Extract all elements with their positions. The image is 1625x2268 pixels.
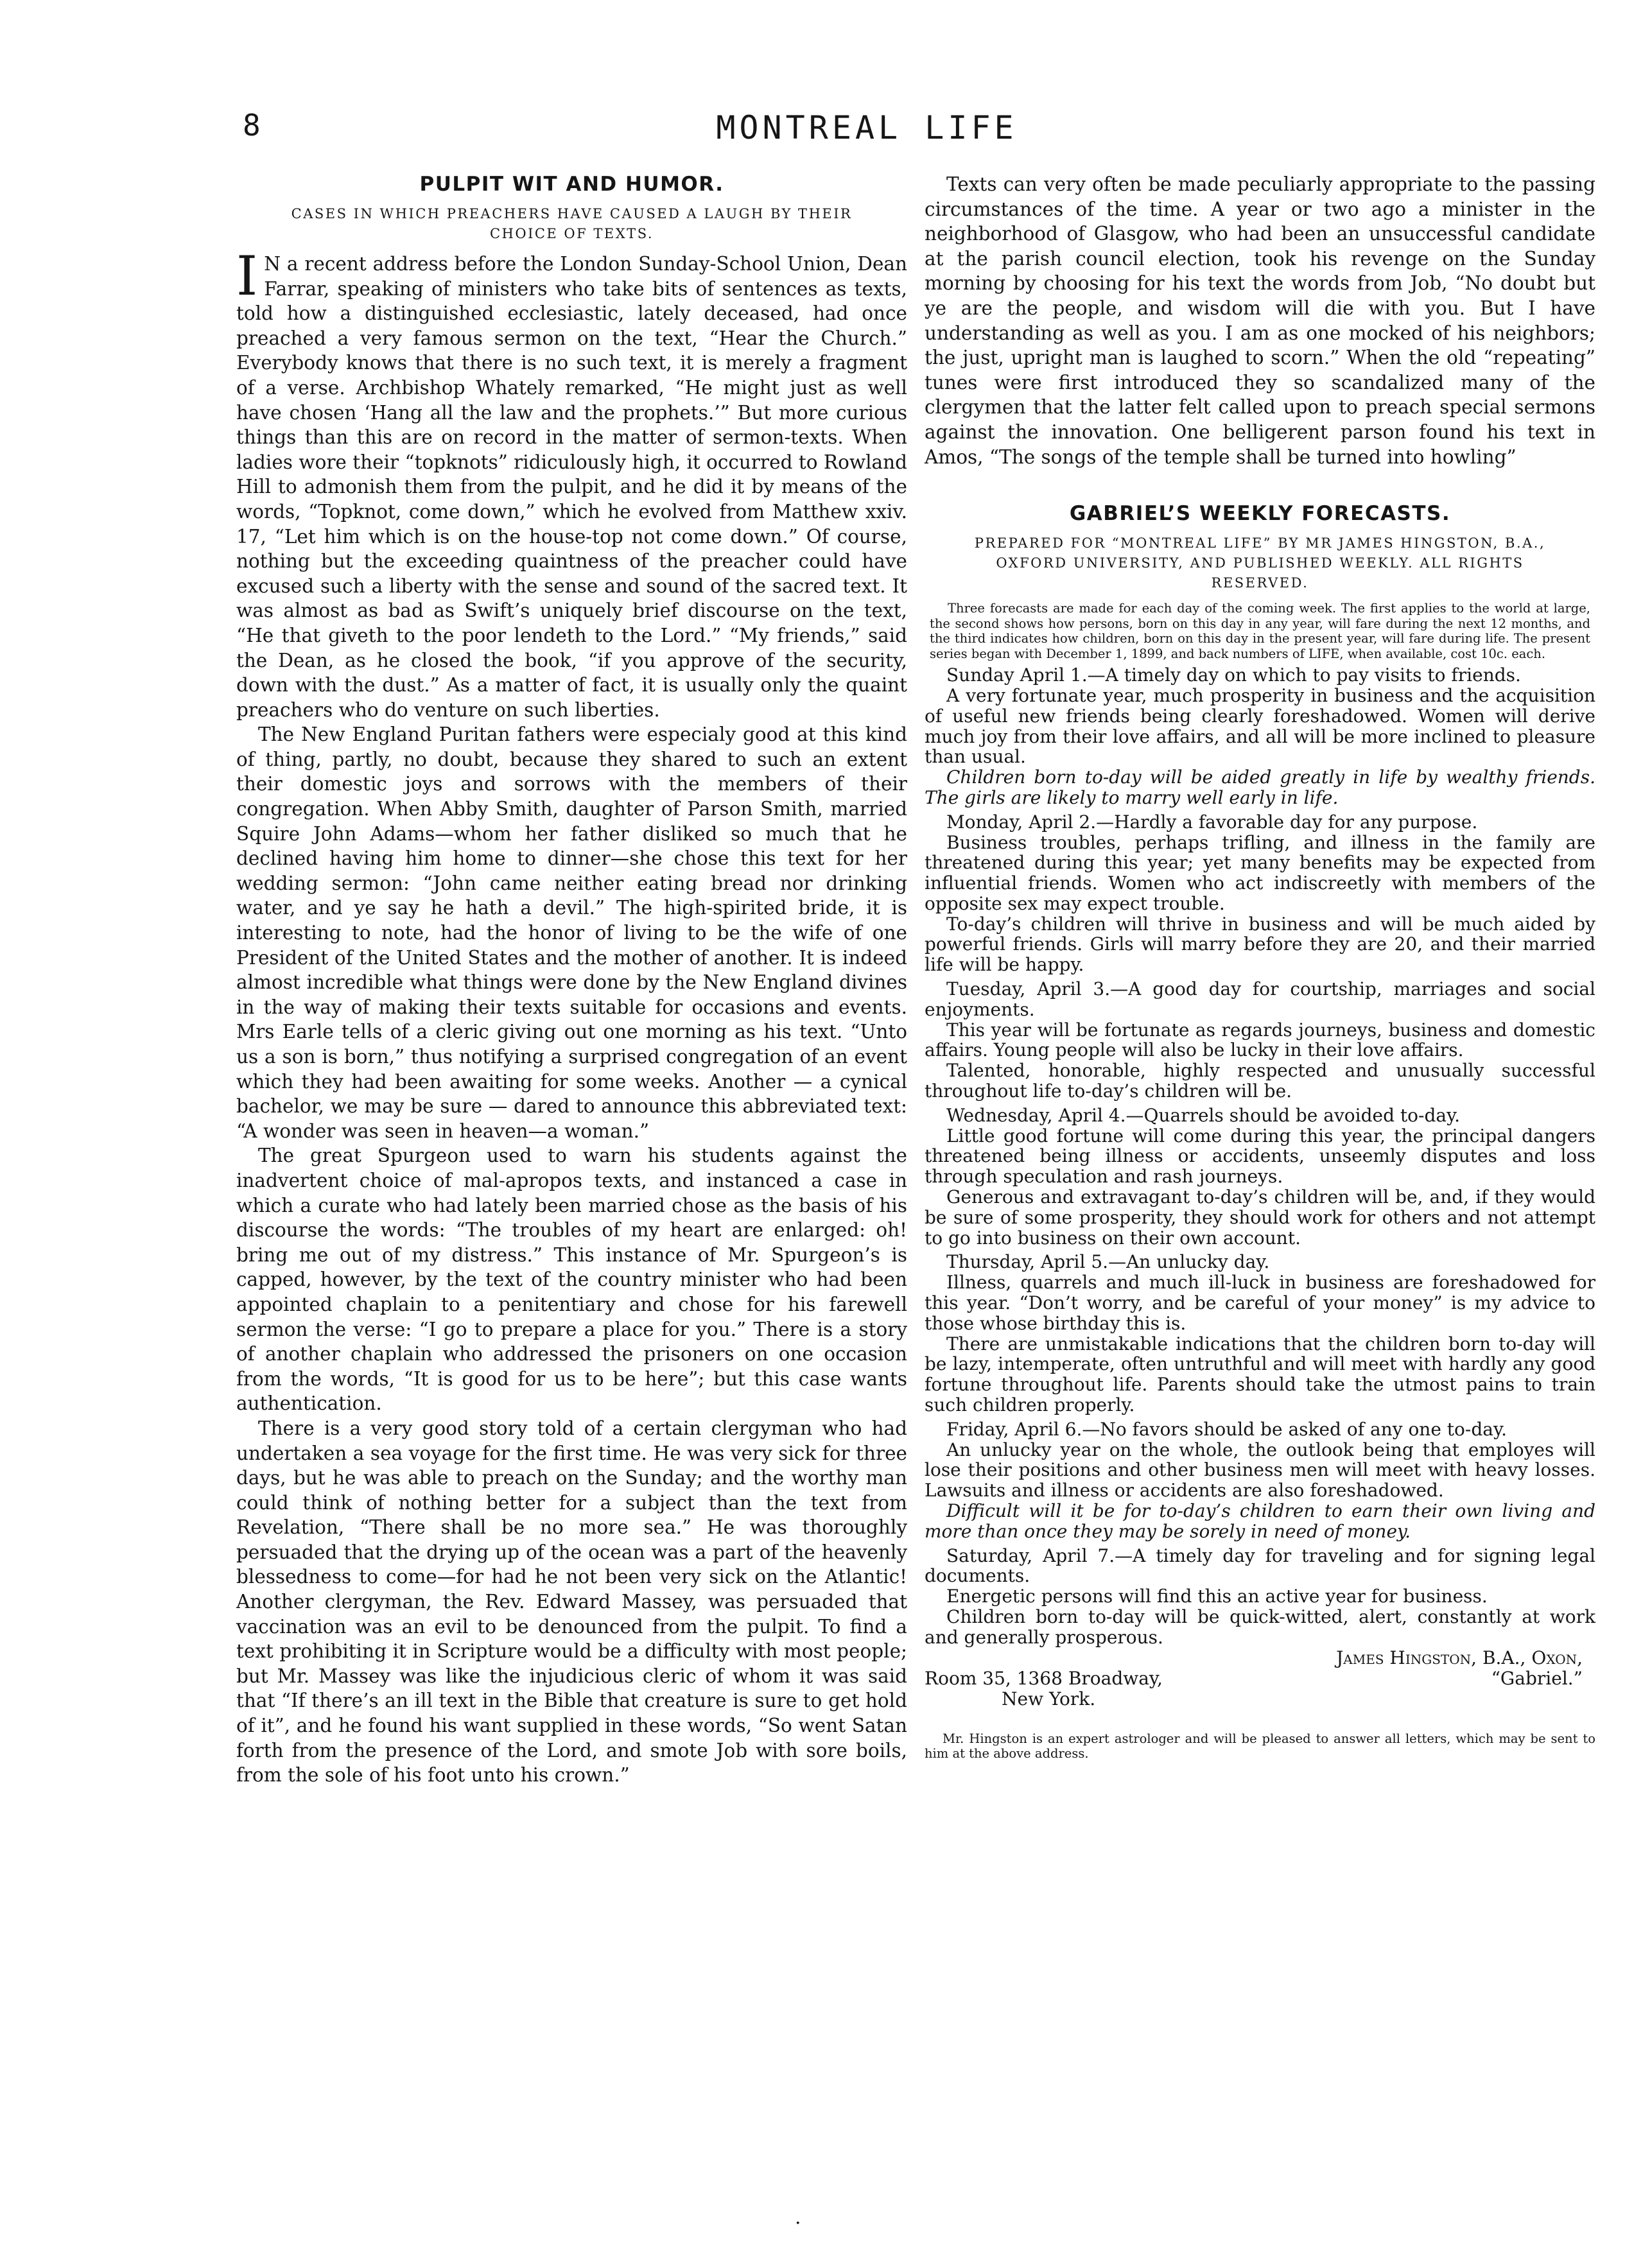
left-column — [236, 172, 907, 1788]
forecast-children: To-day’s children will thrive in business and will be much aided by powerful friends. Girls will marry before they are 20, and their married life will be happy. — [925, 913, 1595, 976]
forecast-year: An unlucky year on the whole, the outlook being that employes will lose their positions and other business men will meet with heavy losses. Lawsuits and illness or accidents are also foreshadowed. — [925, 1439, 1595, 1502]
forecast-year: Illness, quarrels and much ill-luck in business are foreshadowed for this year. “Don’t worry, and be careful of your money” is my advice to those whose birthday this is. — [925, 1272, 1595, 1334]
article-continuation: Texts can very often be made peculiarly appropriate to the passing circumstances of the time. A year or two ago a minister in the neighborhood of Glasgow, who had been an unsuccessful candidate at the parish council election, took his revenge on the Sunday morning by choosing for his text the words from Job, “No doubt but ye are the people, and wisdom will die with you. But I have understanding as well as you. I am as one mocked of his neighbors; the just, upright man is laughed to scorn.” When the old “repeating” tunes were first introduced they so scandalized many of the clergymen that the latter felt called upon to preach special sermons against the innovation. One belligerent parson found his text in Amos, “The songs of the temple shall be turned into howling” — [925, 173, 1595, 468]
footer-mark: . — [795, 2206, 801, 2229]
forecast-children: There are unmistakable indications that the children born to-day will be lazy, intemperate, often untruthful and will meet with hardly any good fortune throughout life. Parents should take the utmost pains to train such children properly. — [925, 1333, 1595, 1416]
page-number: 8 — [243, 108, 261, 143]
forecasts-title: GABRIEL’S WEEKLY FORECASTS. — [1069, 502, 1451, 526]
forecast-year: Energetic persons will find this an active year for business. — [946, 1586, 1488, 1607]
forecast-day: Thursday, April 5.—An unlucky day. — [946, 1251, 1270, 1273]
forecast-year: A very fortunate year, much prosperity in business and the acquisition of useful new friends being clearly foreshadowed. Women will derive much joy from their love affairs, and all will be more inclined to pleasure than usual. — [925, 684, 1595, 768]
signature-city: New York. — [1002, 1688, 1096, 1710]
forecast-children: Generous and extravagant to-day’s children will be, and, if they would be sure of some prosperity, they should work for others and not attempt to go into business on their own account. — [925, 1186, 1595, 1249]
forecast-year: Business troubles, perhaps trifling, and illness in the family are threatened during this year; yet many benefits may be expected from influential friends. Women who act indiscreetly with members of the opposite sex may expect trouble. — [925, 831, 1595, 914]
forecast-children: Children born to-day will be quick-witted, alert, constantly at work and generally prosperous. — [925, 1606, 1595, 1648]
forecast-day: Tuesday, April 3.—A good day for courtship, marriages and social enjoyments. — [925, 978, 1595, 1020]
article-paragraph: I N a recent address before the London Sunday-School Union, Dean Farrar, speaking of ministers who take bits of sentences as texts, told how a distinguished ecclesiastic, lately deceased, had once preached a very famous sermon on the text, “Hear the Church.” Everybody knows that there is no such text, it is merely a fragment of a verse. Archbishop Whately remarked, “He might just as well have chosen ‘Hang all the law and the prophets.’” But more curious things than this are on record in the matter of sermon-texts. When ladies wore their “topknots” ridiculously high, it occurred to Rowland Hill to admonish them from the pulpit, and he did it by means of the words, “Topknot, come down,” which he evolved from Matthew xxiv. 17, “Let him which is on the house-top not come down.” Of course, nothing but the exceeding quaintness of the preacher could have excused such a liberty with the sense and sound of the sacred text. It was almost as bad as Swift’s uniquely brief discourse on the text, “He that giveth to the poor lendeth to the Lord.” “My friends,” said the Dean, as he closed the book, “if you approve of the security, down with the dust.” As a matter of fact, it is usually only the quaint preachers who do venture on such liberties. — [236, 245, 907, 721]
forecast-children: Talented, honorable, highly respected and unusually successful throughout life to-day’s children will be. — [925, 1060, 1595, 1102]
forecasts-subtitle: PREPARED FOR “MONTREAL LIFE” BY MR JAMES HINGSTON, B.A., OXFORD UNIVERSITY, AND PUBLISHED WEEKLY. ALL RIGHTS RESERVED. — [974, 535, 1546, 591]
forecast-year: Little good fortune will come during this year, the principal dangers threatened being illness or accidents, unseemly disputes and loss through speculation and rash journeys. — [925, 1125, 1595, 1188]
signature-address: Room 35, 1368 Broadway, — [925, 1667, 1163, 1689]
forecast-children: Children born to-day will be aided greatly in life by wealthy friends. The girls are likely to marry well early in life. — [925, 766, 1595, 808]
article-paragraph: The New England Puritan fathers were especialy good at this kind of thing, partly, no doubt, because they shared to such an extent their domestic joys and sorrows with the members of their congregation. When Abby Smith, daughter of Parson Smith, married Squire John Adams—whom her father disliked so much that he declined having him home to dinner—she chose this text for her wedding sermon: “John came neither eating bread nor drinking water, and ye say he hath a devil.” The high-spirited bride, it is interesting to note, had the honor of living to be the wife of one President of the United States and the mother of another. It is indeed almost incredible what things were done by the New England divines in the way of making their texts suitable for occasions and events. Mrs Earle tells of a cleric giving out one morning as his text. “Unto us a son is born,” thus notifying a surprised congregation of an event which they had been awaiting for some weeks. Another — a cynical bachelor, we may be sure — dared to announce this abbreviated text: “A wonder was seen in heaven—a woman.” — [236, 723, 907, 1142]
forecast-day: Saturday, April 7.—A timely day for traveling and for signing legal documents. — [925, 1545, 1595, 1587]
signature-pen-name: “Gabriel.” — [1491, 1667, 1583, 1689]
drop-cap: I — [236, 245, 258, 307]
forecasts-notice: Three forecasts are made for each day of the coming week. The first applies to the world at large, the second shows how persons, born on this day in any year, will fare during the next 12 months, and the third indicates how children, born on this day in the present year, will fare during life. The present series began with December 1, 1899, and back numbers of LIFE, when available, cost 10c. each. — [930, 601, 1590, 661]
forecast-year: This year will be fortunate as regards journeys, business and domestic affairs. Young people will also be lucky in their love affairs. — [925, 1019, 1595, 1061]
forecast-footnote: Mr. Hingston is an expert astrologer and will be pleased to answer all letters, which may be sent to him at the above address. — [925, 1731, 1595, 1761]
forecast-day: Monday, April 2.—Hardly a favorable day for any purpose. — [946, 811, 1478, 833]
forecast-day: Sunday April 1.—A timely day on which to pay visits to friends. — [946, 664, 1521, 686]
article-title: PULPIT WIT AND HUMOR. — [419, 173, 724, 196]
signature-name: James Hingston, B.A., Oxon, — [1336, 1647, 1583, 1668]
article-paragraph: There is a very good story told of a certain clergyman who had undertaken a sea voyage for the first time. He was very sick for three days, but he was able to preach on the Sunday; and the worthy man could think of nothing better for a subject than the text from Revelation, “There shall be no more sea.” He was thoroughly persuaded that the drying up of the ocean was a part of the heavenly blessedness to come—for had he not been very sick on the Atlantic! Another clergyman, the Rev. Edward Massey, was persuaded that vaccination was an evil to be denounced from the pulpit. To find a text prohibiting it in Scripture would be a difficulty with most people; but Mr. Massey was like the injudicious cleric of whom it was said that “If there’s an ill text in the Bible that creature is sure to get hold of it”, and he found his want supplied in these words, “So went Satan forth from the presence of the Lord, and smote Job with sore boils, from the sole of his foot unto his crown.” — [236, 1417, 907, 1787]
masthead: MONTREAL LIFE — [716, 109, 1018, 146]
forecast-day: Friday, April 6.—No favors should be asked of any one to-day. — [946, 1418, 1507, 1440]
forecast-signature — [925, 1648, 1595, 1730]
article-paragraph: The great Spurgeon used to warn his students against the inadvertent choice of mal-apropos texts, and instanced a case in which a curate who had lately been married chose as the basis of his discourse the words: “The troubles of my heart are enlarged: oh! bring me out of my distress.” This instance of Mr. Spurgeon’s is capped, however, by the text of the country minister who had been appointed chaplain to a penitentiary and chose for his farewell sermon the verse: “I go to prepare a place for you.” There is a story of another chaplain who addressed the prisoners on one occasion from the words, “It is good for us to be here”; but this case wants authentication. — [236, 1145, 907, 1415]
right-column — [925, 172, 1595, 1761]
forecast-day: Wednesday, April 4.—Quarrels should be avoided to-day. — [946, 1104, 1461, 1126]
forecast-children: Difficult will it be for to-day’s children to earn their own living and more than once they may be sorely in need of money. — [925, 1500, 1595, 1542]
article-subtitle: CASES IN WHICH PREACHERS HAVE CAUSED A LAUGH BY THEIR CHOICE OF TEXTS. — [291, 206, 853, 241]
